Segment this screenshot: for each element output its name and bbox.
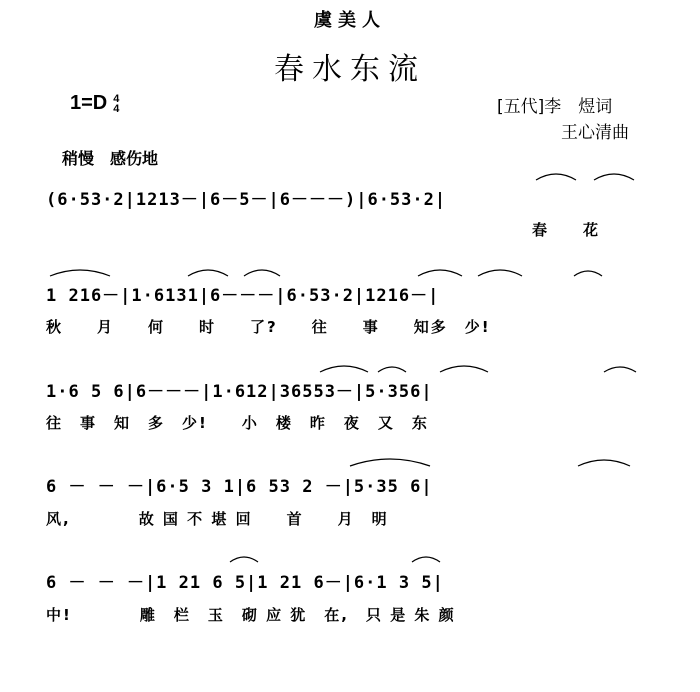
score-line-2-notes: 1 216－|1·6131|6－－－|6·53·2|1216－| <box>46 286 440 306</box>
slur <box>50 270 110 276</box>
score-line-3-lyrics: 往 事 知 多 少! 小 楼 昨 夜 又 东 <box>46 414 429 432</box>
slur <box>604 367 636 372</box>
score-line-4-lyrics: 风, 故 国 不 堪 回 首 月 明 <box>46 510 389 528</box>
score-line-2-lyrics: 秋 月 何 时 了? 往 事 知多 少! <box>46 318 491 336</box>
slur <box>418 270 462 276</box>
score-line-4-notes: 6 － － －|6·5 3 1|6 53 2 －|5·35 6| <box>46 477 433 497</box>
time-bottom: 4 <box>113 102 120 115</box>
slur <box>412 557 440 562</box>
slur <box>594 174 634 180</box>
composer-credit: 王心清曲 <box>561 123 629 143</box>
slur <box>578 460 630 466</box>
lyricist-credit: [五代]李 煜词 <box>497 97 613 117</box>
score-line-3-notes: 1·6 5 6|6－－－|1·612|36553－|5·356| <box>46 382 433 402</box>
slur <box>574 271 602 276</box>
slur <box>350 459 430 466</box>
score-line-5-lyrics: 中! 雕 栏 玉 砌 应 犹 在, 只 是 朱 颜 <box>46 606 456 624</box>
slur <box>378 367 406 372</box>
song-title: 春水东流 <box>274 52 426 87</box>
slur <box>536 174 576 180</box>
slur <box>478 270 522 276</box>
score-line-1-notes: (6·53·2|1213－|6－5－|6－－－)|6·53·2| <box>46 190 447 210</box>
slur <box>244 270 280 276</box>
time-top: 4 <box>113 92 120 105</box>
score-line-1-lyrics: 春 花 <box>532 221 601 239</box>
slur <box>230 557 258 562</box>
slur <box>320 366 368 372</box>
score-line-5-notes: 6 － － －|1 21 6 5|1 21 6－|6·1 3 5| <box>46 573 444 593</box>
key-label: 1=D <box>70 92 108 114</box>
tempo-marking: 稍慢 感伤地 <box>62 149 159 168</box>
slur <box>188 270 228 276</box>
slur <box>440 366 488 372</box>
song-subtitle: 虞美人 <box>314 10 386 31</box>
